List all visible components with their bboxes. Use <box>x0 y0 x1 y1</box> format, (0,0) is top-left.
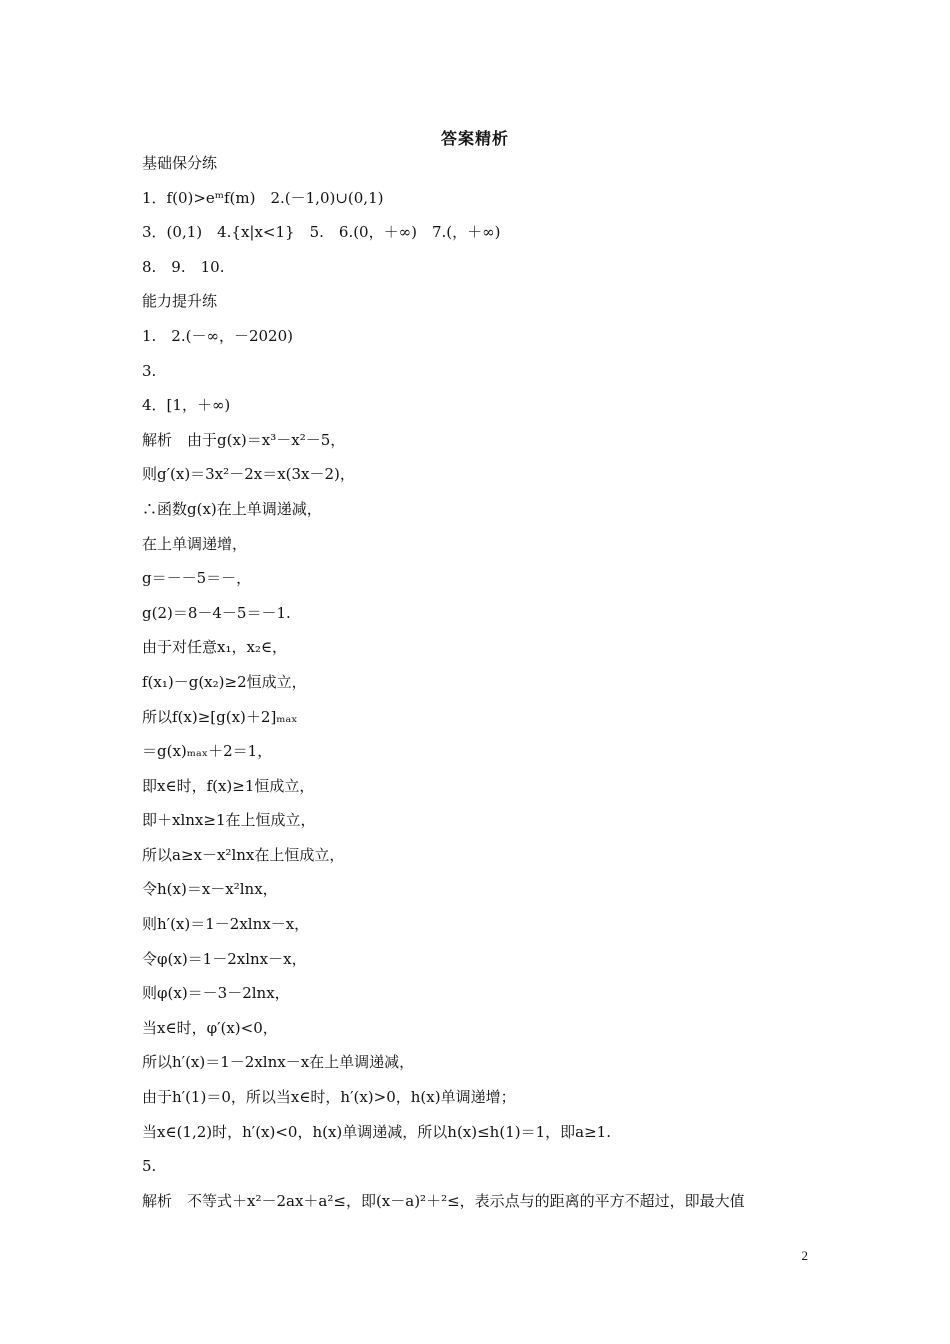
section-heading-basic: 基础保分练 <box>142 154 218 172</box>
page-number: 2 <box>801 1248 808 1263</box>
answer-line: 1．f(0)>eᵐf(m) 2.(－1,0)∪(0,1) <box>142 188 384 207</box>
solution-line: 即＋xlnx≥1在上恒成立， <box>142 811 316 830</box>
solution-line: 当x∈时，φ′(x)<0， <box>142 1018 278 1037</box>
solution-line: 由于对任意x₁，x₂∈， <box>142 638 288 657</box>
answer-line: 5. <box>142 1157 157 1176</box>
solution-line: 则h′(x)＝1－2xlnx－x， <box>142 915 310 934</box>
solution-line: 令φ(x)＝1－2xlnx－x， <box>142 949 307 968</box>
solution-line: 所以h′(x)＝1－2xlnx－x在上单调递减， <box>142 1053 415 1072</box>
answer-line: 3. <box>142 361 157 380</box>
solution-line: 则φ(x)＝－3－2lnx， <box>142 984 290 1003</box>
solution-line: 由于h′(1)＝0，所以当x∈时，h′(x)>0，h(x)单调递增； <box>142 1088 516 1107</box>
solution-line: 在上单调递增， <box>142 534 248 553</box>
solution-line: f(x₁)－g(x₂)≥2恒成立， <box>142 672 307 691</box>
solution-line: 解析 由于g(x)＝x³－x²－5， <box>142 430 346 449</box>
solution-line: 解析 不等式＋x²－2ax＋a²≤，即(x－a)²＋²≤，表示点与的距离的平方不超过，即最大值 <box>142 1191 745 1210</box>
solution-line: g＝－－5＝－， <box>142 569 252 588</box>
solution-line: 所以f(x)≥[g(x)＋2]ₘₐₓ <box>142 707 298 726</box>
solution-line: 所以a≥x－x²lnx在上恒成立， <box>142 845 345 864</box>
answer-body <box>142 150 822 1222</box>
answer-line: 3．(0,1) 4.{x|x<1} 5. 6.(0，＋∞) 7.(，＋∞) <box>142 223 501 242</box>
answer-line: 1. 2.(－∞，－2020) <box>142 326 293 345</box>
solution-line: 则g′(x)＝3x²－2x＝x(3x－2)， <box>142 465 355 484</box>
solution-line: 即x∈时，f(x)≥1恒成立， <box>142 776 315 795</box>
solution-line: ＝g(x)ₘₐₓ＋2＝1， <box>142 742 273 761</box>
answer-line: 4．[1，＋∞) <box>142 396 231 415</box>
answer-line: 8. 9. 10. <box>142 257 225 276</box>
solution-line: ∴函数g(x)在上单调递减， <box>142 499 322 518</box>
page-title: 答案精析 <box>440 129 509 148</box>
solution-line: 令h(x)＝x－x²lnx， <box>142 880 278 899</box>
solution-line: g(2)＝8－4－5＝－1. <box>142 603 291 622</box>
section-heading-advanced: 能力提升练 <box>142 292 218 311</box>
solution-line: 当x∈(1,2)时，h′(x)<0，h(x)单调递减，所以h(x)≤h(1)＝1，即a≥1. <box>142 1122 611 1141</box>
